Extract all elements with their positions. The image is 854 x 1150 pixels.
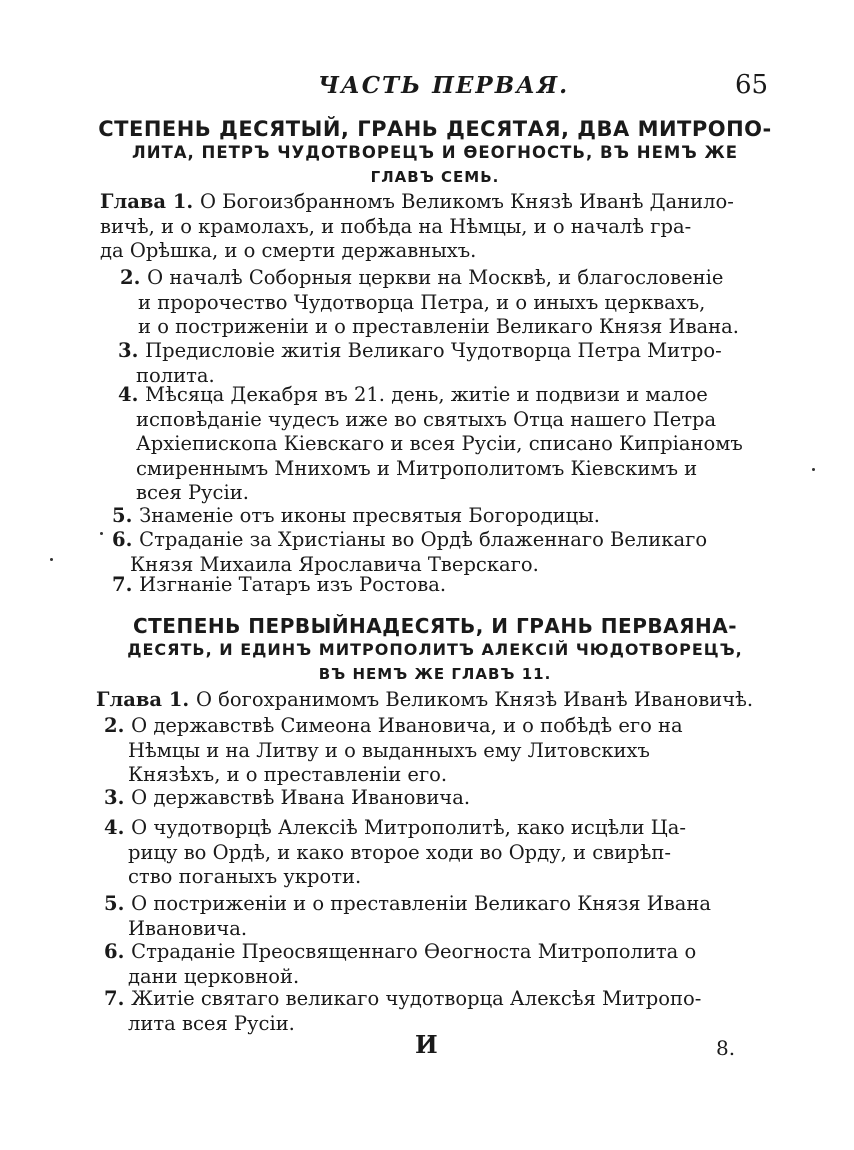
chapter-line [104,714,754,739]
chapter-line [120,266,754,291]
chapter-line [112,573,754,598]
chapter-number: 3. [118,339,146,362]
chapter-line [100,215,754,240]
chapter-line [100,190,754,215]
chapter-text: О Богоизбранномъ Великомъ Князѣ Иванѣ Данило- [199,190,734,213]
chapter-number: 5. [112,504,140,527]
ink-speck [812,468,815,471]
chapter-text: и о постриженіи и о преставленіи Великаго Князя Ивана. [138,315,739,338]
chapter-line [112,504,754,529]
chapter-line [104,841,754,866]
section1-chapter-4 [118,383,754,506]
chapter-text: О чудотворцѣ Алексіѣ Митрополитѣ, како исцѣли Ца- [131,816,686,839]
chapter-number: Глава 1. [96,688,196,711]
section1-chapter-5 [112,504,754,529]
chapter-text: рицу во Ордѣ, и како второе ходи во Орду, и свирѣп- [128,840,671,864]
chapter-number: 7. [104,987,132,1010]
signature-mark: И [415,1030,438,1059]
section2-chapter-5 [104,892,754,941]
chapter-line [118,383,754,408]
chapter-number: 2. [104,714,132,737]
chapter-text: Предисловіе житія Великаго Чудотворца Петра Митро- [145,339,722,362]
chapter-text: О державствѣ Симеона Ивановича, и о побѣдѣ его на [131,714,683,737]
chapter-text: полита. [136,363,215,387]
chapter-text: Ивановича. [128,916,248,940]
section2-chapter-6 [104,940,754,989]
chapter-number: 5. [104,892,132,915]
chapter-line [118,339,754,364]
chapter-number: 6. [112,528,140,551]
chapter-text: Нѣмцы и на Литву и о выданныхъ ему Литовскихъ [128,738,650,762]
section1-title-line2: ЛИТА, ПЕТРЪ ЧУДОТВОРЕЦЪ И ѲЕОГНОСТЬ, ВЪ НЕМЪ ЖЕ [132,143,738,162]
section1-title [90,117,780,189]
section1-chapter-1 [100,190,754,264]
section1-title-line3: ГЛАВЪ СЕМЬ. [370,168,500,186]
chapter-text: и пророчество Чудотворца Петра, и о иныхъ церквахъ, [138,290,706,314]
chapter-number: 2. [120,266,148,289]
section2-chapter-1 [96,688,754,713]
chapter-text: Житіе святаго великаго чудотворца Алексѣя Митропо- [131,987,702,1010]
chapter-line [104,892,754,917]
section2-chapter-3 [104,786,754,811]
chapter-line [120,291,754,316]
section1-chapter-7 [112,573,754,598]
chapter-number: 6. [104,940,132,963]
running-title: ЧАСТЬ ПЕРВАЯ. [318,72,570,99]
section2-title [90,614,780,686]
chapter-line [96,688,754,713]
chapter-text: всея Русіи. [136,481,249,504]
chapter-text: О началѣ Соборныя церкви на Москвѣ, и благословеніе [147,266,724,289]
catchword: 8. [716,1036,736,1060]
chapter-line [118,481,754,506]
chapter-text: Князя Михаила Ярославича Тверскаго. [130,552,539,576]
chapter-text: да Орѣшка, и о смерти державныхъ. [100,239,477,262]
section1-chapter-2 [120,266,754,340]
ink-speck [100,532,103,535]
chapter-text: вичѣ, и о крамолахъ, и побѣда на Нѣмцы, и о началѣ гра- [100,214,692,238]
section2-title-line2: ДЕСЯТЬ, И ЕДИНЪ МИТРОПОЛИТЪ АЛЕКСІЙ ЧЮДОТВОРЕЦЪ, [127,640,743,659]
chapter-line [104,786,754,811]
chapter-line [100,239,754,264]
chapter-text: лита всея Русіи. [128,1011,295,1035]
chapter-text: Мѣсяца Декабря въ 21. день, житіе и подвизи и малое [145,383,708,406]
chapter-text: О державствѣ Ивана Ивановича. [131,786,471,809]
chapter-text: О постриженіи и о преставленіи Великаго Князя Ивана [131,892,711,915]
chapter-line [104,763,754,788]
chapter-text: исповѣданіе чудесъ иже во святыхъ Отца нашего Петра [136,407,717,431]
chapter-number: Глава 1. [100,190,200,213]
chapter-text: дани церковной. [128,964,300,988]
section1-chapter-6 [112,528,754,577]
chapter-line [104,940,754,965]
section2-chapter-7 [104,987,754,1036]
chapter-text: Страданіе Преосвященнаго Ѳеогноста Митрополита о [131,940,697,963]
section2-title-line3: ВЪ НЕМЪ ЖЕ ГЛАВЪ 11. [318,665,552,683]
chapter-text: ство поганыхъ укроти. [128,865,362,888]
chapter-text: Страданіе за Христіаны во Ордѣ блаженнаго Великаго [139,528,708,551]
page-number: 65 [735,70,769,100]
chapter-line [104,816,754,841]
chapter-line [112,528,754,553]
chapter-line [118,408,754,433]
chapter-line [118,457,754,482]
running-head [0,70,854,104]
chapter-line [104,917,754,942]
chapter-line [104,739,754,764]
section2-chapter-4 [104,816,754,890]
chapter-line [104,987,754,1012]
chapter-text: смиреннымъ Мнихомъ и Митрополитомъ Кіевскимъ и [136,456,698,480]
chapter-number: 3. [104,786,132,809]
chapter-line [120,315,754,340]
section2-chapter-2 [104,714,754,788]
chapter-text: Архіепископа Кіевскаго и всея Русіи, списано Кипріаномъ [136,432,743,455]
chapter-line [118,432,754,457]
chapter-text: Князѣхъ, и о преставленіи его. [128,763,448,786]
chapter-number: 4. [118,383,146,406]
ink-speck [50,558,53,561]
chapter-line [104,965,754,990]
section1-chapter-3 [118,339,754,388]
section2-title-line1: СТЕПЕНЬ ПЕРВЫЙНАДЕСЯТЬ, И ГРАНЬ ПЕРВАЯНА- [132,614,738,638]
chapter-text: Изгнаніе Татаръ изъ Ростова. [139,573,447,596]
chapter-number: 7. [112,573,140,596]
chapter-line [104,865,754,890]
chapter-text: Знаменіе отъ иконы пресвятыя Богородицы. [139,504,600,527]
chapter-text: О богохранимомъ Великомъ Князѣ Иванѣ Ивановичѣ. [195,688,754,711]
chapter-number: 4. [104,816,132,839]
section1-title-line1: СТЕПЕНЬ ДЕСЯТЫЙ, ГРАНЬ ДЕСЯТАЯ, ДВА МИТРОПО- [98,117,772,141]
